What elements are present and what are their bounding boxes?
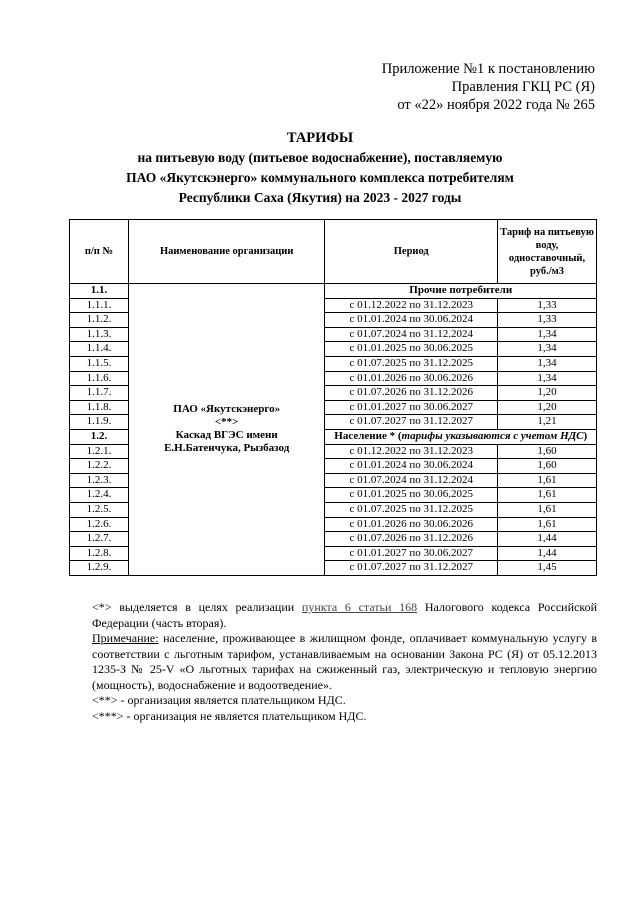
row-period: с 01.01.2024 по 30.06.2024 <box>325 313 498 328</box>
title-line-3: ПАО «Якутскэнерго» коммунального комплекса потребителям <box>126 170 514 185</box>
row-num: 1.1.2. <box>70 313 129 328</box>
row-period: с 01.01.2025 по 30.06.2025 <box>325 488 498 503</box>
row-period: с 01.01.2026 по 30.06.2026 <box>325 371 498 386</box>
row-num: 1.2.1. <box>70 444 129 459</box>
row-period: с 01.12.2022 по 31.12.2023 <box>325 444 498 459</box>
footnote-vat-payer: <**> - организация является плательщиком НДС. <box>92 693 346 707</box>
row-tariff-value: 1,44 <box>498 532 597 547</box>
footnote-1-text: <*> выделяется в целях реализации <box>92 600 302 614</box>
row-num: 1.1.1. <box>70 298 129 313</box>
row-tariff-value: 1,33 <box>498 298 597 313</box>
row-tariff-value: 1,61 <box>498 517 597 532</box>
row-num: 1.1.9. <box>70 415 129 430</box>
header-tariff: Тариф на питьевую воду, одноставочный, руб./м3 <box>498 220 597 284</box>
row-period: с 01.07.2024 по 31.12.2024 <box>325 327 498 342</box>
section-label <box>325 429 597 444</box>
note-text: население, проживающее в жилищном фонде, оплачивает коммунальную услугу в соответствии с льготным тарифом, устанавливаемым на основании Закона РС (Я) от 05.12.2013 1235-З № 25-V «О льготных тарифах на сжиженный газ, электрическую и тепловую энергию (мощность), водоснабжение и водоотведение». <box>92 631 597 692</box>
organization-name <box>128 284 325 576</box>
row-tariff-value: 1,34 <box>498 327 597 342</box>
row-num: 1.2.6. <box>70 517 129 532</box>
org-line4: Е.Н.Батенчука, Рызбазод <box>164 442 290 455</box>
header-line-3: от «22» ноября 2022 года № 265 <box>397 97 595 113</box>
table-body <box>70 284 597 576</box>
row-num: 1.2.3. <box>70 473 129 488</box>
row-period: с 01.01.2025 по 30.06.2025 <box>325 342 498 357</box>
row-tariff-value: 1,45 <box>498 561 597 576</box>
row-tariff-value: 1,34 <box>498 342 597 357</box>
row-num: 1.1.6. <box>70 371 129 386</box>
row-period: с 01.01.2027 по 30.06.2027 <box>325 400 498 415</box>
header-line-1: Приложение №1 к постановлению <box>381 61 595 77</box>
row-num: 1.2.2. <box>70 459 129 474</box>
row-num: 1.1.7. <box>70 386 129 401</box>
row-tariff-value: 1,34 <box>498 371 597 386</box>
row-num: 1.1.4. <box>70 342 129 357</box>
row-period: с 01.07.2025 по 31.12.2025 <box>325 356 498 371</box>
section-label-main: Население * ( <box>334 429 402 442</box>
section-label: Прочие потребители <box>325 284 597 299</box>
row-tariff-value: 1,61 <box>498 502 597 517</box>
row-period: с 01.07.2024 по 31.12.2024 <box>325 473 498 488</box>
section-row <box>70 284 597 299</box>
section-label-end: ) <box>583 429 588 442</box>
row-period: с 01.07.2026 по 31.12.2026 <box>325 532 498 547</box>
row-period: с 01.07.2025 по 31.12.2025 <box>325 502 498 517</box>
row-num: 1.2.4. <box>70 488 129 503</box>
row-tariff-value: 1,61 <box>498 473 597 488</box>
row-tariff-value: 1,33 <box>498 313 597 328</box>
row-num: 1.1.8. <box>70 400 129 415</box>
title-line-2: на питьевую воду (питьевое водоснабжение), поставляемую <box>137 150 503 165</box>
row-tariff-value: 1,60 <box>498 444 597 459</box>
row-period: с 01.01.2026 по 30.06.2026 <box>325 517 498 532</box>
footnotes <box>92 600 597 724</box>
section-num: 1.1. <box>70 284 129 299</box>
footnote-1 <box>92 600 597 631</box>
org-line1: ПАО «Якутскэнерго» <box>173 403 281 416</box>
table-header-row <box>70 220 597 284</box>
header-num: п/п № <box>70 220 129 284</box>
title-line-4: Республики Саха (Якутия) на 2023 - 2027 годы <box>178 190 462 205</box>
row-period: с 01.01.2024 по 30.06.2024 <box>325 459 498 474</box>
row-period: с 01.01.2027 по 30.06.2027 <box>325 546 498 561</box>
row-period: с 01.12.2022 по 31.12.2023 <box>325 298 498 313</box>
document-header <box>382 60 595 114</box>
law-link[interactable]: пункта 6 статьи 168 <box>301 600 418 614</box>
row-tariff-value: 1,44 <box>498 546 597 561</box>
footnote-note <box>92 631 597 693</box>
row-num: 1.1.5. <box>70 356 129 371</box>
section-num: 1.2. <box>70 429 129 444</box>
tariff-table <box>69 219 597 576</box>
footnote-vat-nonpayer: <***> - организация не является плательщиком НДС. <box>92 708 367 723</box>
row-tariff-value: 1,34 <box>498 356 597 371</box>
row-num: 1.2.7. <box>70 532 129 547</box>
header-period: Период <box>325 220 498 284</box>
row-period: с 01.07.2026 по 31.12.2026 <box>325 386 498 401</box>
section-label-note: тарифы указываются с учетом НДС <box>401 429 584 442</box>
row-num: 1.2.8. <box>70 546 129 561</box>
row-period: с 01.07.2027 по 31.12.2027 <box>325 561 498 576</box>
row-num: 1.1.3. <box>70 327 129 342</box>
document-title: ТАРИФЫ <box>286 130 354 146</box>
org-line2: <**> <box>214 416 239 429</box>
row-tariff-value: 1,61 <box>498 488 597 503</box>
note-label: Примечание: <box>92 631 159 645</box>
row-period: с 01.07.2027 по 31.12.2027 <box>325 415 498 430</box>
header-org: Наименование организации <box>128 220 325 284</box>
row-tariff-value: 1,20 <box>498 400 597 415</box>
org-line3: Каскад ВГЭС имени <box>175 429 278 442</box>
header-line-2: Правления ГКЦ РС (Я) <box>451 79 595 95</box>
row-tariff-value: 1,20 <box>498 386 597 401</box>
row-num: 1.2.9. <box>70 561 129 576</box>
row-tariff-value: 1,21 <box>498 415 597 430</box>
row-num: 1.2.5. <box>70 502 129 517</box>
footnote-1-tail: Налогового кодекса Российской Федерации (часть вторая). <box>92 600 597 630</box>
row-tariff-value: 1,60 <box>498 459 597 474</box>
